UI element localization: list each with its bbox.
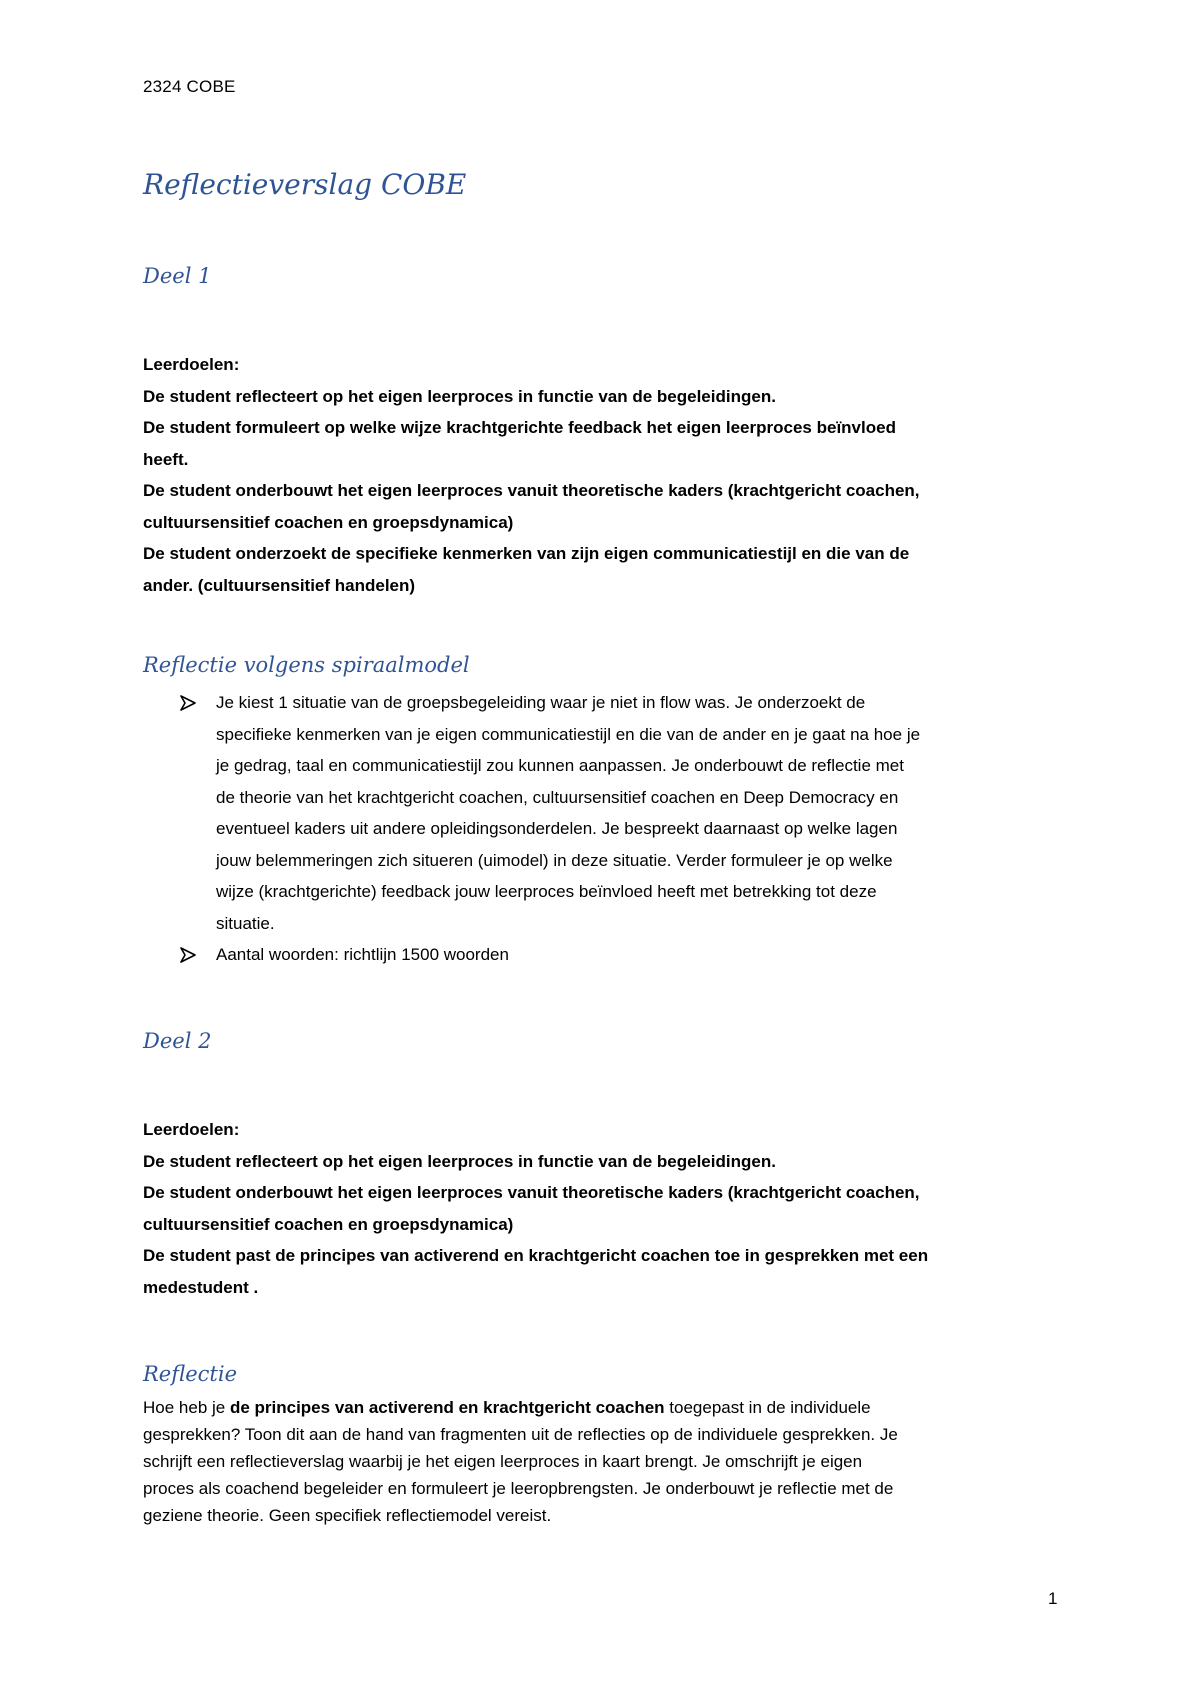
bullet-line: de theorie van het krachtgericht coachen, cultuursensitief coachen en Deep Democracy en [216,787,899,807]
paragraph-text: Hoe heb je [143,1398,230,1417]
document-title: Reflectieverslag COBE [143,168,467,201]
bullet-line: je gedrag, taal en communicatiestijl zou kunnen aanpassen. Je onderbouwt de reflectie met [216,756,904,775]
leerdoelen-line: De student onderbouwt het eigen leerproces vanuit theoretische kaders (krachtgericht coachen, [143,481,920,500]
leerdoelen-line: Leerdoelen: [143,1120,240,1139]
bullet-line: jouw belemmeringen zich situeren (uimodel) in deze situatie. Verder formuleer je op welke [216,850,893,870]
paragraph-line: proces als coachend begeleider en formuleert je leeropbrengsten. Je onderbouwt je reflectie met de [143,1479,894,1498]
leerdoelen-line: heeft. [143,449,189,469]
bullet-line: situatie. [216,913,275,933]
leerdoelen-line: De student reflecteert op het eigen leerproces in functie van de begeleidingen. [143,1151,776,1171]
leerdoelen-line: De student onderbouwt het eigen leerproces vanuit theoretische kaders (krachtgericht coachen, [143,1183,920,1202]
bullet-line: Aantal woorden: richtlijn 1500 woorden [216,945,509,964]
section-heading-deel-1: Deel 1 [143,264,212,288]
leerdoelen-line: medestudent . [143,1277,259,1297]
deel-1-leerdoelen [143,349,1063,601]
paragraph-line: gesprekken? Toon dit aan de hand van fragmenten uit de reflecties op de individuele gesprekken. Je [143,1425,898,1444]
deel-2-leerdoelen [143,1114,1063,1303]
leerdoelen-line: De student onderzoekt de specifieke kenmerken van zijn eigen communicatiestijl en die van de [143,544,910,563]
bullet-line: wijze (krachtgerichte) feedback jouw leerproces beïnvloed heeft met betrekking tot deze [216,882,877,901]
leerdoelen-line: De student formuleert op welke wijze krachtgerichte feedback het eigen leerproces beïnvloed [143,418,896,437]
arrowhead-bullet-icon [180,939,196,974]
paragraph-emphasis: de principes van activerend en krachtgericht coachen [229,1398,665,1417]
section-heading-deel-2: Deel 2 [143,1029,212,1053]
leerdoelen-line: Leerdoelen: [143,355,240,374]
leerdoelen-line: ander. (cultuursensitief handelen) [143,575,416,595]
leerdoelen-line: De student past de principes van activerend en krachtgericht coachen toe in gesprekken met een [143,1246,929,1265]
arrowhead-bullet-icon [180,687,196,722]
bullet-item [180,687,1060,939]
leerdoelen-line: De student reflecteert op het eigen leerproces in functie van de begeleidingen. [143,386,776,406]
bullet-item [180,939,1060,971]
bullet-line: specifieke kenmerken van je eigen communicatiestijl en die van de ander en je gaat na hoe je [216,724,921,744]
leerdoelen-line: cultuursensitief coachen en groepsdynamica) [143,512,514,532]
subheading-reflectie-spiraalmodel: Reflectie volgens spiraalmodel [143,653,470,677]
reflectie-paragraph [143,1394,1063,1529]
subheading-reflectie: Reflectie [143,1362,238,1386]
paragraph-line [143,1394,1063,1421]
bullet-line: Je kiest 1 situatie van de groepsbegeleiding waar je niet in flow was. Je onderzoekt de [216,693,866,712]
paragraph-text: toegepast in de individuele [664,1398,871,1417]
page-header: 2324 COBE [143,77,236,96]
paragraph-line: schrijft een reflectieverslag waarbij je het eigen leerproces in kaart brengt. Je omschrijft je eigen [143,1452,863,1471]
bullet-line: eventueel kaders uit andere opleidingsonderdelen. Je bespreekt daarnaast op welke lagen [216,819,898,838]
paragraph-line: geziene theorie. Geen specifiek reflectiemodel vereist. [143,1506,552,1525]
leerdoelen-line: cultuursensitief coachen en groepsdynamica) [143,1214,514,1234]
spiraalmodel-bullet-list [180,687,1060,971]
page-number: 1 [1048,1589,1058,1608]
